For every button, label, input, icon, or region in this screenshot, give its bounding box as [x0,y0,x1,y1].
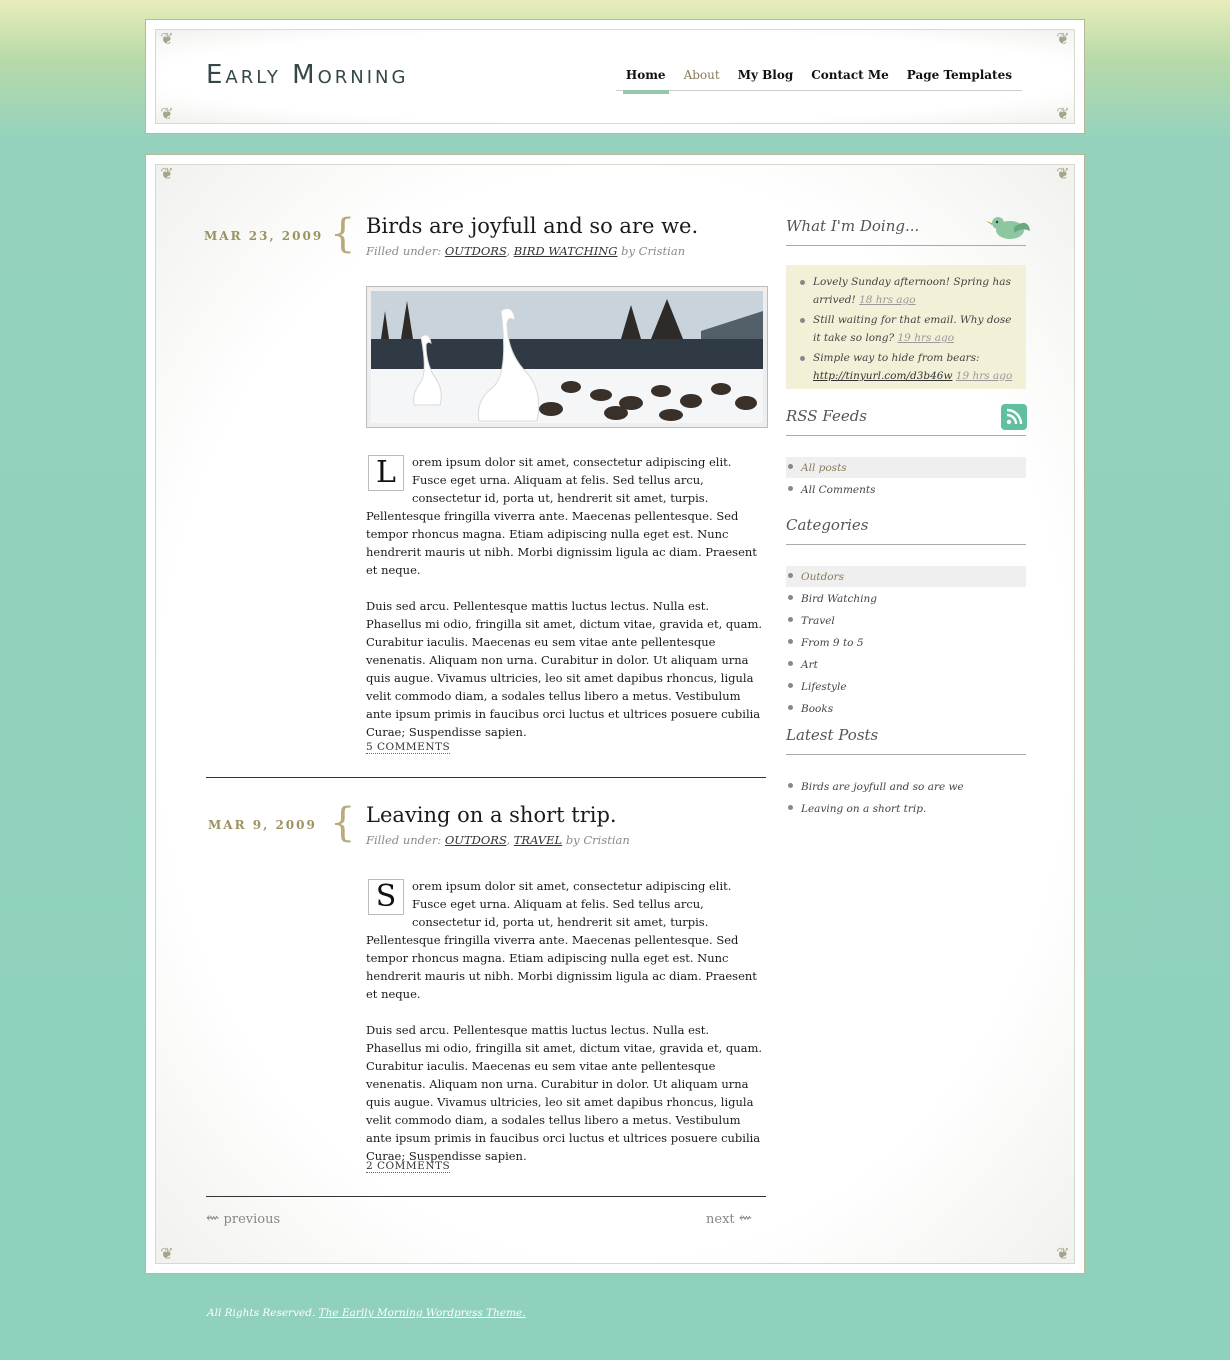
corner-ornament-icon: ❦ [160,164,174,183]
previous-arrow-icon: ⇜ [206,1208,220,1227]
header-panel [145,19,1085,134]
dropcap: S [368,879,404,915]
post-meta: Filled under: OUTDORS, TRAVEL by Cristian [366,833,630,847]
post-body [366,453,768,759]
tweet-item [798,273,1016,309]
filed-label: Filled under: [366,833,442,847]
twitter-bird-icon [984,213,1032,243]
footer-link[interactable]: The Earlly Morning Wordpress Theme. [318,1307,526,1319]
category-item[interactable]: Books [786,698,1026,719]
post-divider [206,777,766,778]
post-paragraph: Duis sed arcu. Pellentesque mattis luctus lectus. Nulla est. Phasellus mi odio, fringilla sit amet, dictum vitae, gravida et, quam. Curabitur iaculis. Maecenas eu sem vitae ante pellentesque venenatis. Aliquam non urna. Curabitur in dolor. Ut aliquam urna quis augue. Vivamus ultricies, leo sit amet dapibus rhoncus, ligula velit commodo diam, a sodales tellus libero a metus. Vestibulum ante ipsum primis in faucibus orci luctus et ultrices posuere cubilia Curae; Suspendisse sapien. [366,599,763,739]
comments-link[interactable]: 2 COMMENTS [366,1160,451,1172]
filed-label: Filled under: [366,244,442,258]
tweet-item [798,311,1016,347]
previous-link[interactable] [206,1208,280,1227]
category-item[interactable]: Outdors [786,566,1026,587]
rss-glyph [1001,404,1027,430]
corner-ornament-icon: ❦ [1056,104,1070,123]
swan-illustration [371,291,763,423]
next-arrow-icon: ⇜ [738,1208,753,1227]
corner-ornament-icon: ❦ [1056,1244,1070,1263]
rss-link-all-posts[interactable]: All posts [786,457,1026,478]
main-nav [616,68,1022,91]
paragraph-text: orem ipsum dolor sit amet, consectetur adipiscing elit. Fusce eget urna. Aliquam at felis. Sed tellus arcu, consectetur id, porta ut, hendrerit sit amet, turpis. Pellentesque fringilla viverra ante. Maecenas pellentesque. Sed tempor rhoncus magna. Etiam adipiscing nulla eget est. Nunc hendrerit mauris ut nibh. Morbi dignissim ligula ac diam. Praesent et neque. [366,879,757,1001]
tweet-time[interactable]: 18 hrs ago [859,294,916,306]
footer-text: All Rights Reserved. [207,1307,316,1319]
corner-ornament-icon: ❦ [160,29,174,48]
twitter-title: What I'm Doing... [786,217,1026,246]
corner-ornament-icon: ❦ [1056,29,1070,48]
post-body [366,877,768,1183]
post-paragraph [366,453,768,579]
latest-post-item[interactable]: Birds are joyfull and so are we [786,776,1026,797]
previous-label: previous [223,1212,281,1227]
post-date: MAR 23, 2009 [204,229,324,243]
brace-ornament: { [330,800,356,846]
categories-list [786,566,1026,720]
category-item[interactable]: From 9 to 5 [786,632,1026,653]
post-meta: Filled under: OUTDORS, BIRD WATCHING by Cristian [366,244,686,258]
category-link[interactable]: OUTDORS [444,244,507,258]
post-divider [206,1196,766,1197]
brace-ornament: { [330,211,356,257]
post-author: by Cristian [565,833,630,847]
tweet-time[interactable]: 19 hrs ago [955,370,1013,382]
category-link[interactable]: OUTDORS [444,833,507,847]
tweet-list [798,273,1016,385]
latest-post-item[interactable]: Leaving on a short trip. [786,798,1026,819]
corner-ornament-icon: ❦ [160,104,174,123]
category-item[interactable]: Art [786,654,1026,675]
tweet-text: Simple way to hide from bears: [813,352,980,364]
corner-ornament-icon: ❦ [160,1244,174,1263]
post-paragraph [366,877,768,1003]
tweet-item [798,349,1016,385]
category-item[interactable]: Bird Watching [786,588,1026,609]
footer [207,1307,526,1319]
nav-about[interactable]: About [683,68,720,82]
latest-posts-title: Latest Posts [786,726,1026,755]
swan-photo [371,291,763,423]
nav-my-blog[interactable]: My Blog [737,68,794,82]
post-author: by Cristian [621,244,686,258]
comments-link[interactable]: 5 COMMENTS [366,741,451,753]
dropcap: L [368,455,404,491]
tweet-text: Lovely Sunday afternoon! Spring has arrived! [813,276,1011,306]
rss-link-all-comments[interactable]: All Comments [786,479,1026,500]
nav-contact-me[interactable]: Contact Me [811,68,889,82]
post-paragraph: Duis sed arcu. Pellentesque mattis luctus lectus. Nulla est. Phasellus mi odio, fringilla sit amet, dictum vitae, gravida et, quam. Curabitur iaculis. Maecenas eu sem vitae ante pellentesque venenatis. Aliquam non urna. Curabitur in dolor. Ut aliquam urna quis augue. Vivamus ultricies, leo sit amet dapibus rhoncus, ligula velit commodo diam, a sodales tellus libero a metus. Vestibulum ante ipsum primis in faucibus orci luctus et ultrices posuere cubilia Curae; Suspendisse sapien. [366,1023,763,1163]
corner-ornament-icon: ❦ [1056,164,1070,183]
categories-title: Categories [786,516,1026,545]
category-link[interactable]: TRAVEL [513,833,563,847]
tweet-url[interactable]: http://tinyurl.com/d3b46w [813,370,953,382]
tweet-time[interactable]: 19 hrs ago [897,332,955,344]
main-panel [145,154,1085,1274]
post-title[interactable]: Birds are joyfull and so are we. [366,214,699,238]
tweet-text: Still waiting for that email. Why dose it take so long? [813,314,1012,344]
paragraph-text: orem ipsum dolor sit amet, consectetur adipiscing elit. Fusce eget urna. Aliquam at felis. Sed tellus arcu, consectetur id, porta ut, hendrerit sit amet, turpis. Pellentesque fringilla viverra ante. Maecenas pellentesque. Sed tempor rhoncus magna. Etiam adipiscing nulla eget est. Nunc hendrerit mauris ut nibh. Morbi dignissim ligula ac diam. Praesent et neque. [366,455,757,577]
site-title[interactable]: Early Morning [206,60,409,90]
category-link[interactable]: BIRD WATCHING [513,244,618,258]
post-image[interactable] [366,286,768,428]
next-link[interactable] [706,1208,752,1227]
category-item[interactable]: Lifestyle [786,676,1026,697]
rss-icon[interactable] [1001,404,1027,430]
rss-title: RSS Feeds [786,407,1026,436]
next-label: next [706,1212,735,1227]
twitter-box [786,265,1026,389]
category-item[interactable]: Travel [786,610,1026,631]
post-date: MAR 9, 2009 [208,818,317,832]
latest-posts-list [786,776,1026,820]
nav-home[interactable]: Home [625,68,666,82]
post-title[interactable]: Leaving on a short trip. [366,803,617,827]
nav-page-templates[interactable]: Page Templates [906,68,1012,82]
rss-list [786,457,1026,501]
